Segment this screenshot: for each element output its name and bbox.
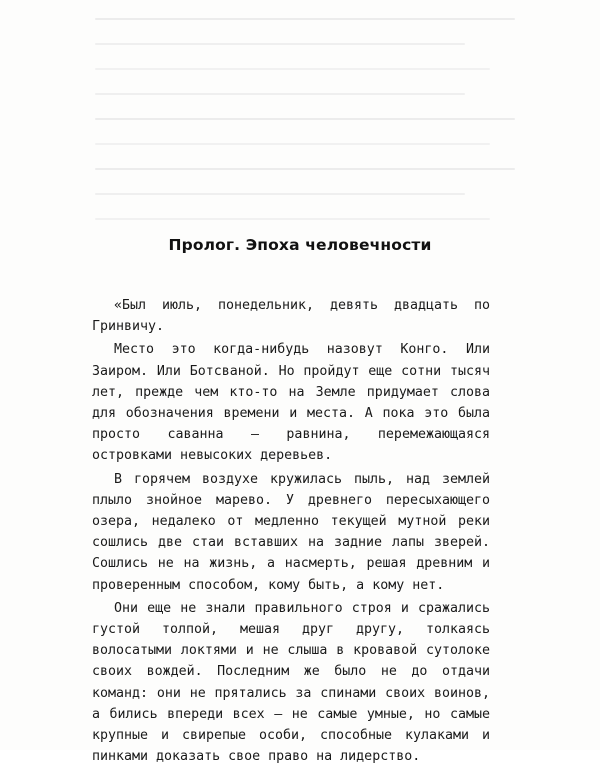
paragraph: В горячем воздухе кружилась пыль, над землей плыло знойное марево. У древнего пересыхающего озера, недалеко от медленно текущей мутной реки сошлись две стаи вставших на задние лапы зверей. Сошлись не на жизнь, а насмерть, решая древним и проверенным способом, кому быть, а кому нет. xyxy=(92,471,490,593)
chapter-body xyxy=(92,295,490,767)
chapter-title: Пролог. Эпоха человечности xyxy=(168,236,432,254)
bleed-through-text xyxy=(95,18,515,248)
paragraph: Место это когда-нибудь назовут Конго. Или Заиром. Или Ботсваной. Но пройдут еще сотни тысяч лет, прежде чем кто-то на Земле придумает слова для обозначения времени и места. А пока это была просто саванна — равнина, перемежающаяся островками невысоких деревьев. xyxy=(92,342,490,464)
paragraph: Они еще не знали правильного строя и сражались густой толпой, мешая друг другу, толкаясь волосатыми локтями и не слыша в кровавой сутолоке своих вождей. Последним же было не до отдачи команд: они не прятались за спинами своих воинов, а бились впереди всех — не самые умные, но самые крупные и свирепые особи, способные кулаками и пинками доказать свое право на лидерство. xyxy=(92,600,490,765)
paragraph: «Был июль, понедельник, девять двадцать по Гринвичу. xyxy=(92,298,490,335)
